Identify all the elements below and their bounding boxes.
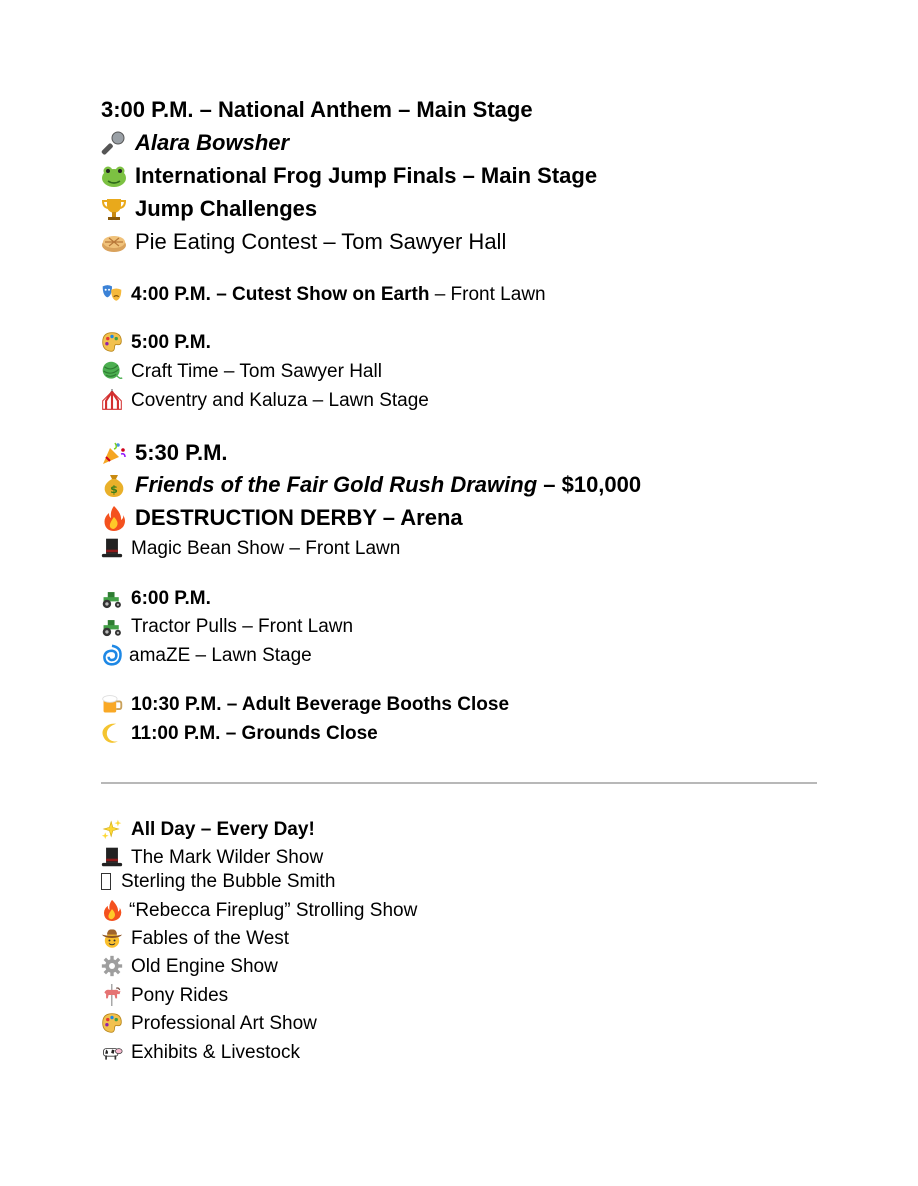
circus-tent-icon xyxy=(101,389,123,411)
schedule-line-5pm xyxy=(101,331,211,353)
carousel-horse-icon xyxy=(101,984,123,1006)
frog-jump-text: International Frog Jump Finals – Main Stage xyxy=(135,163,598,188)
schedule-line-3pm xyxy=(101,99,533,121)
section-divider xyxy=(101,782,817,784)
all-day-item-text: “Rebecca Fireplug” Strolling Show xyxy=(129,899,418,921)
show-4pm-location: – Front Lawn xyxy=(429,283,546,305)
sparkles-icon xyxy=(101,818,123,840)
tractor-icon xyxy=(101,615,123,637)
grounds-close-text: 11:00 P.M. – Grounds Close xyxy=(131,722,378,744)
all-day-heading-text: All Day – Every Day! xyxy=(131,818,315,840)
schedule-line-pie-eating xyxy=(101,229,506,255)
schedule-line-coventry xyxy=(101,389,429,411)
frog-icon xyxy=(101,163,127,189)
cowboy-face-icon xyxy=(101,927,123,949)
pie-eating-text: Pie Eating Contest – Tom Sawyer Hall xyxy=(135,229,507,254)
all-day-item-text: Exhibits & Livestock xyxy=(131,1041,300,1063)
gold-rush-prize: – $10,000 xyxy=(537,472,642,497)
tractor-pulls-text: Tractor Pulls – Front Lawn xyxy=(131,615,354,637)
microphone-icon xyxy=(101,130,127,156)
schedule-line-tractor-pulls xyxy=(101,615,353,637)
craft-time-text: Craft Time – Tom Sawyer Hall xyxy=(131,360,382,382)
fire-icon xyxy=(101,899,123,921)
all-day-item xyxy=(101,955,278,977)
schedule-line-amaze xyxy=(101,644,312,666)
all-day-item-text: Professional Art Show xyxy=(131,1012,317,1034)
magic-bean-text: Magic Bean Show – Front Lawn xyxy=(131,537,401,559)
performer-name: Alara Bowsher xyxy=(135,130,290,155)
schedule-time-3pm: 3:00 P.M. – National Anthem – Main Stage xyxy=(101,97,533,122)
theater-masks-icon xyxy=(101,283,123,305)
tractor-icon xyxy=(101,587,123,609)
palette-icon xyxy=(101,331,123,353)
schedule-line-performer xyxy=(101,130,289,156)
pie-icon xyxy=(101,229,127,255)
time-530pm: 5:30 P.M. xyxy=(135,440,228,465)
time-6pm: 6:00 P.M. xyxy=(131,587,211,609)
schedule-line-jump-challenges xyxy=(101,196,317,222)
yarn-icon xyxy=(101,360,123,382)
all-day-item xyxy=(101,1012,317,1034)
all-day-item xyxy=(101,1041,300,1063)
schedule-line-beverage-close xyxy=(101,693,509,715)
schedule-line-derby xyxy=(101,505,463,531)
schedule-line-grounds-close xyxy=(101,722,378,744)
all-day-item xyxy=(101,927,289,949)
fire-icon xyxy=(101,505,127,531)
trophy-icon xyxy=(101,196,127,222)
crescent-moon-icon xyxy=(101,722,123,744)
top-hat-icon xyxy=(101,846,123,868)
schedule-line-4pm xyxy=(101,283,546,305)
derby-text: DESTRUCTION DERBY – Arena xyxy=(135,505,463,530)
all-day-heading xyxy=(101,818,315,840)
svg-text:$: $ xyxy=(110,483,118,496)
all-day-item-text: Pony Rides xyxy=(131,984,229,1006)
all-day-item xyxy=(101,872,335,891)
cow-icon xyxy=(101,1041,123,1063)
all-day-item-text: Old Engine Show xyxy=(131,955,278,977)
beer-mug-icon xyxy=(101,693,123,715)
schedule-line-frog-jump xyxy=(101,163,597,189)
all-day-item-text: The Mark Wilder Show xyxy=(131,846,324,868)
schedule-line-craft-time xyxy=(101,360,382,382)
jump-challenges-text: Jump Challenges xyxy=(135,196,318,221)
gold-rush-title: Friends of the Fair Gold Rush Drawing xyxy=(135,472,538,497)
palette-icon xyxy=(101,1012,123,1034)
all-day-item-text: Sterling the Bubble Smith xyxy=(121,871,336,892)
amaze-text: amaZE – Lawn Stage xyxy=(129,644,312,666)
party-popper-icon xyxy=(101,440,127,466)
gear-icon xyxy=(101,955,123,977)
schedule-line-magic-bean xyxy=(101,537,400,559)
cyclone-icon xyxy=(101,644,119,666)
show-4pm-title: 4:00 P.M. – Cutest Show on Earth xyxy=(131,283,430,305)
time-5pm: 5:00 P.M. xyxy=(131,331,211,353)
all-day-item xyxy=(101,984,228,1006)
top-hat-icon xyxy=(101,537,123,559)
beverage-close-text: 10:30 P.M. – Adult Beverage Booths Close xyxy=(131,693,510,715)
schedule-line-530pm xyxy=(101,440,228,466)
schedule-line-6pm xyxy=(101,587,211,609)
schedule-line-gold-rush xyxy=(101,472,641,498)
coventry-text: Coventry and Kaluza – Lawn Stage xyxy=(131,389,429,411)
all-day-item-text: Fables of the West xyxy=(131,927,290,949)
all-day-item xyxy=(101,846,323,868)
missing-glyph-icon xyxy=(101,873,111,890)
all-day-item xyxy=(101,899,417,921)
money-bag-icon xyxy=(101,472,127,498)
